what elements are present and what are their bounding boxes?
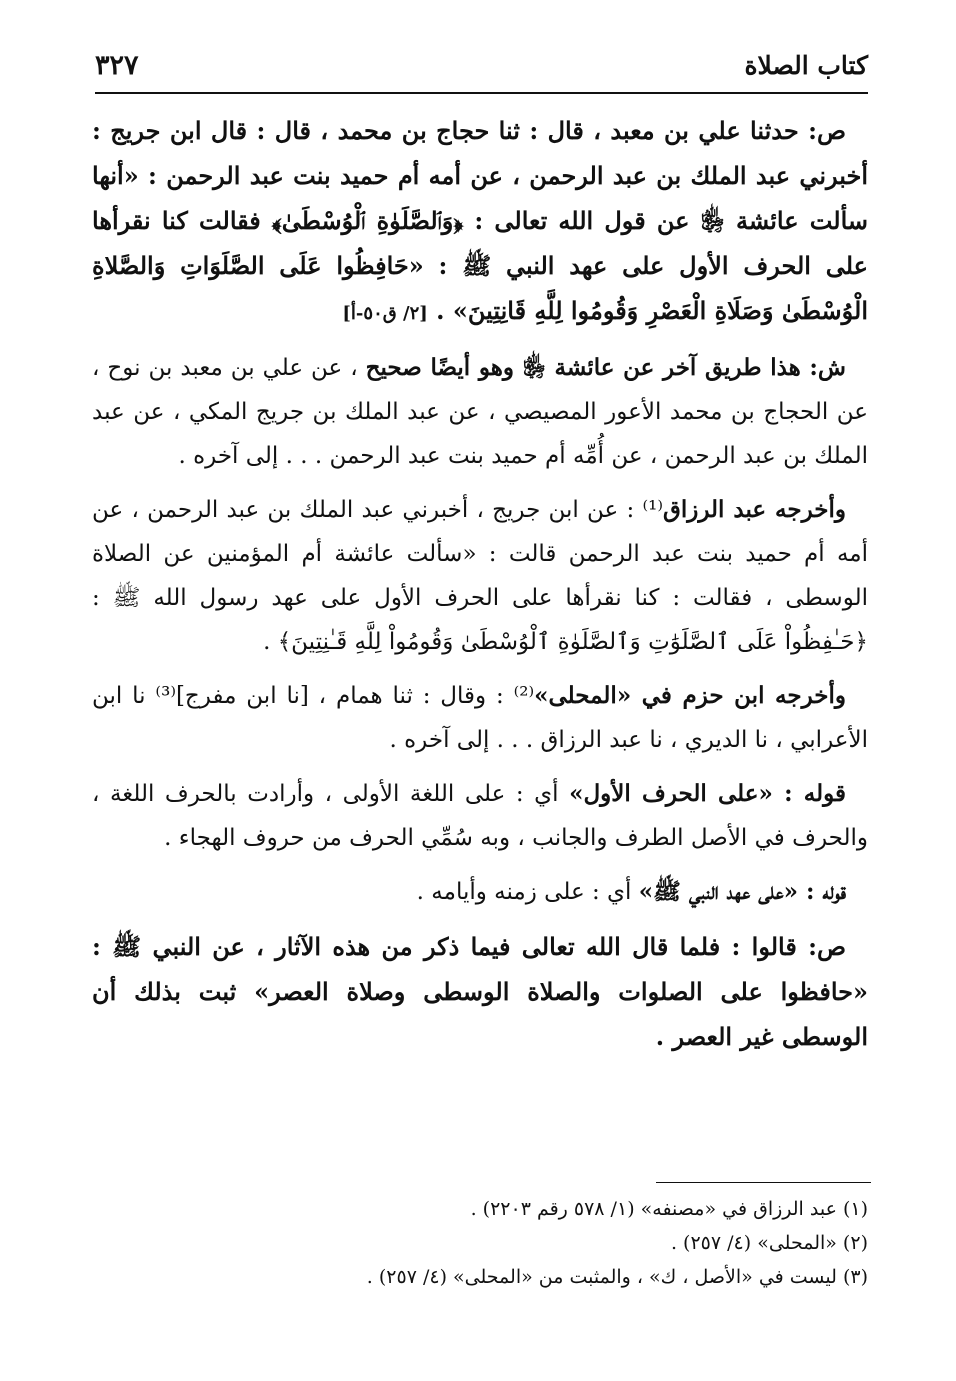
- paragraph-lead: قوله : «على الحرف الأول»: [569, 780, 846, 807]
- page-number: ٣٢٧: [95, 49, 139, 81]
- paragraph-lead: ش: هذا طريق آخر عن عائشة ﵂ وهو أيضًا صحيح: [365, 354, 847, 381]
- paragraph-text: أي : على اللغة الأولى ، وأرادت بالحرف اللغة ، والحرف في الأصل الطرف والجانب ، وبه سُمِّي الحرف من حروف الهجاء .: [92, 781, 868, 851]
- footnote-1: (١) عبد الرزاق في «مصنفه» (١/ ٥٧٨ رقم ٢٢٠٣) .: [470, 1198, 868, 1220]
- paragraph-text: أي : على زمنه وأيامه .: [416, 879, 632, 905]
- footnote-3: (٣) ليست في «الأصل ، ك» ، والمثبت من «المحلى» (٤/ ٢٥٧) .: [366, 1266, 868, 1288]
- paragraph-text: ص: قالوا : فلما قال الله تعالى فيما ذكر من هذه الآثار ، عن النبي ﷺ : «حافظوا على الصلوات والصلاة الوسطى وصلاة العصر» ثبت بذلك أن الوسطى غير العصر .: [92, 932, 868, 1051]
- paragraph-lead: قوله : «على عهد النبي ﷺ»: [638, 878, 846, 905]
- paragraph-lead: وأخرجه ابن حزم في «المحلى»: [534, 682, 846, 709]
- footnote-rule: [656, 1182, 871, 1183]
- footnote-2: (٢) «المحلى» (٤/ ٢٥٧) .: [670, 1232, 868, 1254]
- paragraph-text: ⁽²⁾ : وقال : ثنا همام ، [نا ابن مفرج]⁽³⁾ نا ابن الأعرابي ، نا الديري ، نا عبد الرزاق . . . إلى آخره .: [92, 683, 868, 753]
- paragraph-ibn-hazm: [92, 674, 868, 762]
- header-rule: [95, 92, 868, 94]
- paragraph-ahd-nabi: [92, 870, 868, 914]
- running-title: كتاب الصلاة: [744, 50, 868, 80]
- page-header: [95, 42, 868, 88]
- paragraph-abdurrazzaq: [92, 488, 868, 664]
- paragraph-text: ، عن علي بن معبد بن نوح ، عن الحجاج بن محمد الأعور المصيصي ، عن عبد الملك بن جريج المكي ، عن عبد الملك بن عبد الرحمن ، عن أُمِّه أم حميد بنت عبد الرحمن . . . إلى آخره .: [92, 355, 868, 469]
- manuscript-folio-note: [٢/ ق٥٠-أ]: [342, 303, 428, 324]
- paragraph-text: ⁽¹⁾ : عن ابن جريج ، أخبرني عبد الملك بن عبد الرحمن ، عن أمه أم حميد بنت عبد الرحمن قالت : «سألت عائشة أم المؤمنين عن الصلاة الوسطى ، فقالت : كنا نقرأها على الحرف الأول على عهد رسول الله ﷺ : ﴿حَـٰفِظُواْ عَلَى ٱلصَّلَوَٰتِ وَٱلصَّلَوٰةِ ٱلْوُسْطَىٰ وَقُومُواْ لِلَّهِ قَـٰنِتِينَ﴾ .: [92, 497, 868, 655]
- paragraph-sharh-1: [92, 346, 868, 478]
- paragraph-text: ص: حدثنا علي بن معبد ، قال : ثنا حجاج بن محمد ، قال : قال ابن جريج : أخبرني عبد الملك بن عبد الرحمن ، عن أمه أم حميد بنت عبد الرحمن : «أنها سألت عائشة ﵂ عن قول الله تعالى : ﴿وَٱلصَّلَوٰةِ ٱلْوُسْطَىٰ﴾ فقالت كنا نقرأها على الحرف الأول على عهد النبي ﷺ : «حَافِظُوا عَلَى الصَّلَوَاتِ وَالصَّلاةِ الْوُسْطَىٰ وَصَلَاةِ الْعَصْرِ وَقُومُوا لِلَّهِ قَانِتِينَ» .: [92, 116, 868, 325]
- paragraph-matn-2: [92, 924, 868, 1059]
- footnotes: [300, 1192, 868, 1294]
- paragraph-lead: وأخرجه عبد الرزاق: [663, 496, 846, 523]
- main-text: [92, 108, 868, 1069]
- paragraph-matn-1: [92, 108, 868, 336]
- paragraph-first-harf: [92, 772, 868, 860]
